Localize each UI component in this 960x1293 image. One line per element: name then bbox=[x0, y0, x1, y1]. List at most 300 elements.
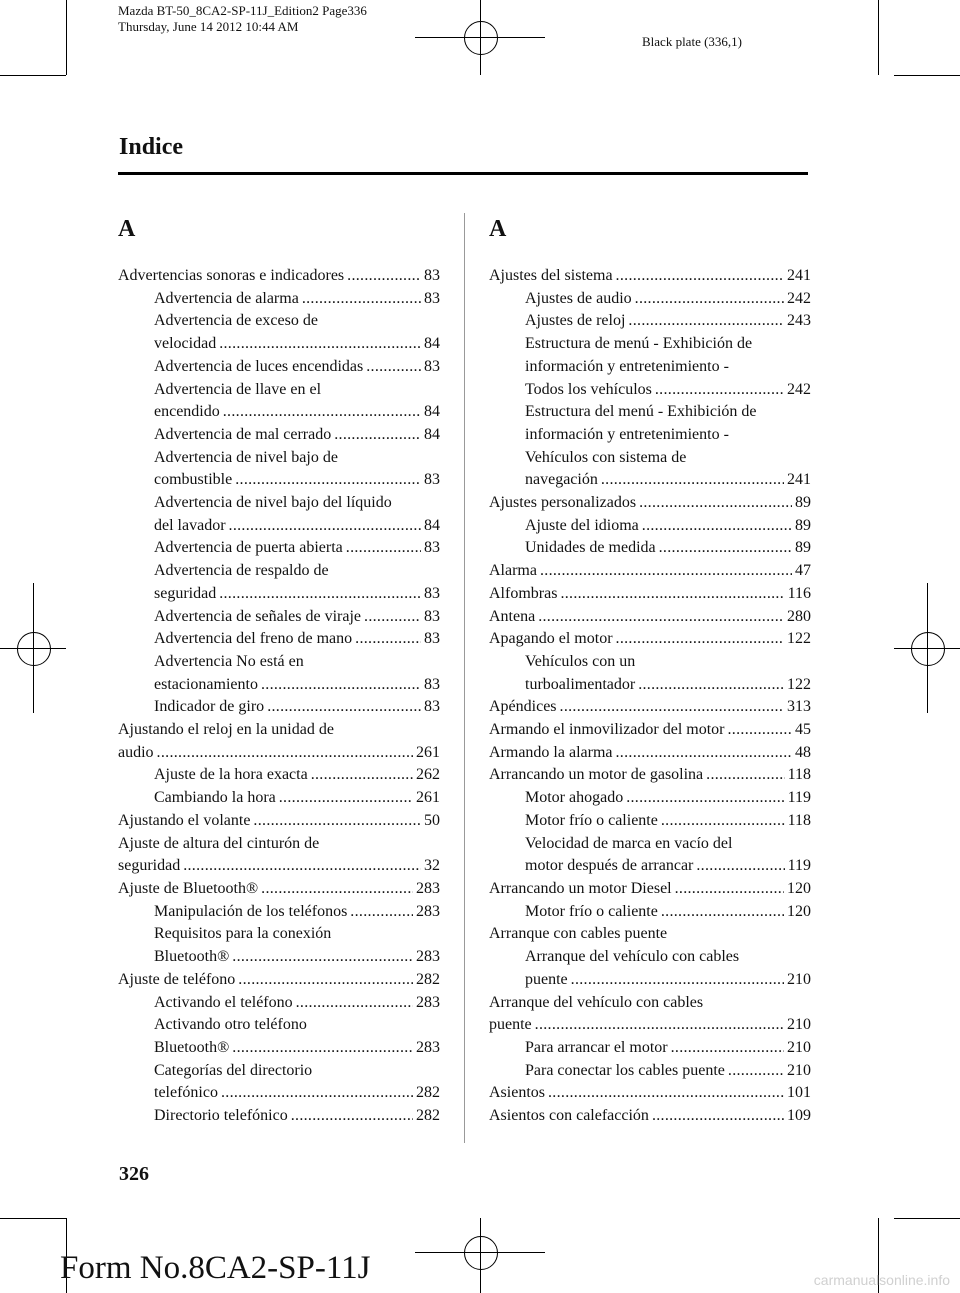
entry-page: 89 bbox=[795, 539, 811, 557]
entry-page: 243 bbox=[787, 312, 811, 330]
entry-text: Armando la alarma bbox=[489, 743, 613, 761]
entry-page: 45 bbox=[795, 721, 811, 739]
entry-text: Motor ahogado bbox=[525, 789, 624, 807]
entry-line bbox=[154, 901, 440, 924]
index-entry bbox=[489, 651, 811, 696]
dot-leader bbox=[655, 379, 784, 402]
entry-text: turboalimentador bbox=[525, 675, 636, 693]
index-entry bbox=[118, 356, 440, 379]
entry-line bbox=[118, 742, 440, 765]
entry-page: 282 bbox=[416, 1107, 440, 1125]
entry-text: seguridad bbox=[154, 584, 217, 602]
entry-text: Apéndices bbox=[489, 698, 557, 716]
index-entry bbox=[489, 537, 811, 560]
dot-leader bbox=[535, 1014, 784, 1037]
entry-line bbox=[154, 515, 440, 538]
index-entry bbox=[118, 787, 440, 810]
entry-text: Advertencia de alarma bbox=[154, 289, 299, 307]
index-entry bbox=[118, 696, 440, 719]
index-entry bbox=[489, 787, 811, 810]
entry-page: 122 bbox=[787, 630, 811, 648]
entry-line bbox=[154, 674, 440, 697]
entry-page: 120 bbox=[787, 902, 811, 920]
index-entry bbox=[489, 628, 811, 651]
entry-text: Advertencias sonoras e indicadores bbox=[118, 267, 345, 284]
dot-leader bbox=[560, 696, 784, 719]
entry-text: Armando el inmovilizador del motor bbox=[489, 721, 725, 739]
entry-line bbox=[154, 1037, 440, 1060]
entry-line bbox=[489, 696, 811, 719]
entry-text: combustible bbox=[154, 471, 233, 489]
entry-page: 83 bbox=[424, 289, 440, 307]
index-entry bbox=[118, 492, 440, 537]
entry-text: navegación bbox=[525, 471, 598, 489]
entry-line bbox=[525, 969, 811, 992]
entry-line bbox=[154, 696, 440, 719]
entry-page: 282 bbox=[416, 970, 440, 988]
entry-line bbox=[154, 628, 440, 651]
index-entry bbox=[118, 447, 440, 492]
dot-leader bbox=[253, 810, 421, 833]
index-entry bbox=[118, 628, 440, 651]
dot-leader bbox=[642, 515, 792, 538]
dot-leader bbox=[706, 764, 784, 787]
entry-line bbox=[154, 356, 440, 379]
entry-text: Advertencia de respaldo de bbox=[154, 562, 329, 580]
entry-page: 83 bbox=[424, 357, 440, 375]
entry-line bbox=[489, 742, 811, 765]
entry-page: 32 bbox=[424, 857, 440, 875]
dot-leader bbox=[652, 1105, 784, 1128]
dot-leader bbox=[229, 515, 421, 538]
entry-text: Advertencia de nivel bajo de bbox=[154, 448, 338, 466]
entry-page: 283 bbox=[416, 993, 440, 1011]
dot-leader bbox=[560, 583, 784, 606]
dot-leader bbox=[366, 356, 421, 379]
index-entry bbox=[118, 719, 440, 764]
entry-page: 84 bbox=[424, 335, 440, 353]
entry-line bbox=[118, 969, 440, 992]
entry-line bbox=[525, 515, 811, 538]
dot-leader bbox=[157, 742, 413, 765]
entry-line bbox=[154, 946, 440, 969]
index-letter: A bbox=[118, 216, 136, 242]
index-entry bbox=[118, 901, 440, 924]
dot-leader bbox=[696, 855, 784, 878]
entry-text: Ajustes de audio bbox=[525, 289, 632, 307]
index-entry bbox=[489, 810, 811, 833]
entry-text: Advertencia de exceso de bbox=[154, 312, 318, 330]
column-divider bbox=[464, 213, 465, 1143]
index-entry bbox=[489, 560, 811, 583]
index-entry bbox=[489, 288, 811, 311]
entry-page: 242 bbox=[787, 380, 811, 398]
entry-text: Alfombras bbox=[489, 584, 558, 602]
dot-leader bbox=[671, 1037, 784, 1060]
index-entry bbox=[489, 1037, 811, 1060]
entry-text: Ajustes personalizados bbox=[489, 494, 637, 512]
index-entry bbox=[489, 1105, 811, 1128]
index-entry bbox=[489, 310, 811, 333]
entry-line bbox=[154, 1105, 440, 1128]
entry-text: motor después de arrancar bbox=[525, 857, 694, 875]
entry-text: Ajuste de teléfono bbox=[118, 970, 236, 988]
index-entry bbox=[489, 1082, 811, 1105]
dot-leader bbox=[334, 424, 421, 447]
dot-leader bbox=[661, 810, 785, 833]
index-entry bbox=[118, 833, 440, 878]
entry-page: 116 bbox=[787, 584, 811, 602]
entry-line bbox=[489, 583, 811, 606]
entry-text: Arrancando un motor de gasolina bbox=[489, 766, 704, 784]
dot-leader bbox=[628, 310, 784, 333]
entry-line bbox=[154, 401, 440, 424]
entry-page: 210 bbox=[787, 970, 811, 988]
entry-line bbox=[525, 1060, 811, 1083]
entry-page: 83 bbox=[424, 471, 440, 489]
entry-text: Manipulación de los teléfonos bbox=[154, 902, 348, 920]
entry-text: Para conectar los cables puente bbox=[525, 1061, 725, 1079]
section-title: Indice bbox=[119, 134, 184, 160]
entry-page: 47 bbox=[795, 562, 811, 580]
entry-text: Requisitos para la conexión bbox=[154, 925, 332, 943]
entry-page: 313 bbox=[787, 698, 811, 716]
entry-line bbox=[525, 1037, 811, 1060]
entry-text: Asientos con calefacción bbox=[489, 1107, 649, 1125]
entry-text: Advertencia de señales de viraje bbox=[154, 607, 362, 625]
dot-leader bbox=[540, 560, 792, 583]
plate-label: Black plate (336,1) bbox=[642, 34, 742, 49]
entry-line bbox=[118, 810, 440, 833]
entry-line bbox=[154, 992, 440, 1015]
index-entry bbox=[489, 901, 811, 924]
entry-text: Arranque del vehículo con cables bbox=[489, 993, 704, 1011]
entry-text: telefónico bbox=[154, 1084, 218, 1102]
entry-line bbox=[525, 537, 811, 560]
entry-text: audio bbox=[118, 743, 154, 761]
entry-line bbox=[489, 878, 811, 901]
dot-leader bbox=[221, 1082, 413, 1105]
index-entry bbox=[489, 946, 811, 991]
entry-line bbox=[489, 1082, 811, 1105]
entry-page: 50 bbox=[424, 811, 440, 829]
entry-text: Motor frío o caliente bbox=[525, 902, 658, 920]
dot-leader bbox=[728, 719, 793, 742]
index-entry bbox=[489, 401, 811, 492]
dot-leader bbox=[616, 742, 793, 765]
entry-text: Advertencia de puerta abierta bbox=[154, 539, 343, 557]
entry-page: 283 bbox=[416, 1038, 440, 1056]
entry-line bbox=[154, 583, 440, 606]
entry-page: 89 bbox=[795, 516, 811, 534]
entry-text: Ajuste de la hora exacta bbox=[154, 766, 308, 784]
index-entry bbox=[118, 923, 440, 968]
entry-line bbox=[489, 764, 811, 787]
entry-page: 282 bbox=[416, 1084, 440, 1102]
index-entry bbox=[489, 923, 811, 946]
section-rule bbox=[118, 172, 808, 175]
entry-page: 101 bbox=[787, 1084, 811, 1102]
entry-page: 83 bbox=[424, 584, 440, 602]
entry-page: 118 bbox=[787, 811, 811, 829]
entry-page: 84 bbox=[424, 516, 440, 534]
dot-leader bbox=[235, 469, 421, 492]
entry-text: Advertencia de llave en el bbox=[154, 380, 322, 398]
index-entry bbox=[118, 651, 440, 696]
entry-text: Arranque del vehículo con cables bbox=[525, 948, 740, 966]
index-entry bbox=[118, 379, 440, 424]
entry-page: 261 bbox=[416, 743, 440, 761]
entry-text: Apagando el motor bbox=[489, 630, 613, 648]
index-entry bbox=[489, 583, 811, 606]
entry-line bbox=[489, 628, 811, 651]
dot-leader bbox=[616, 628, 784, 651]
dot-leader bbox=[302, 288, 421, 311]
dot-leader bbox=[638, 674, 784, 697]
entry-line bbox=[489, 606, 811, 629]
index-column-left bbox=[118, 215, 440, 1128]
entry-text: puente bbox=[489, 1016, 532, 1034]
dot-leader bbox=[675, 878, 784, 901]
entry-text: información y entretenimiento - bbox=[525, 357, 729, 375]
entry-line bbox=[154, 606, 440, 629]
entry-line bbox=[154, 537, 440, 560]
entry-text: Vehículos con un bbox=[525, 652, 636, 670]
entry-text: Estructura de menú - Exhibición de bbox=[525, 335, 753, 353]
entry-line bbox=[525, 855, 811, 878]
entry-page: 119 bbox=[787, 789, 811, 807]
dot-leader bbox=[296, 992, 413, 1015]
dot-leader bbox=[219, 333, 421, 356]
meta-line-2: Thursday, June 14 2012 10:44 AM bbox=[118, 19, 299, 34]
dot-leader bbox=[311, 764, 413, 787]
entry-page: 283 bbox=[416, 879, 440, 897]
dot-leader bbox=[238, 969, 413, 992]
entry-text: estacionamiento bbox=[154, 675, 258, 693]
entry-text: Activando otro teléfono bbox=[154, 1016, 307, 1034]
dot-leader bbox=[364, 606, 421, 629]
entry-text: Bluetooth® bbox=[154, 948, 230, 966]
entry-page: 119 bbox=[787, 857, 811, 875]
meta-line-1: Mazda BT-50_8CA2-SP-11J_Edition2 Page336 bbox=[118, 3, 367, 18]
entry-line bbox=[525, 288, 811, 311]
entry-line bbox=[154, 1082, 440, 1105]
form-number: Form No.8CA2-SP-11J bbox=[60, 1250, 371, 1286]
dot-leader bbox=[571, 969, 784, 992]
entry-text: Ajuste de Bluetooth® bbox=[118, 879, 259, 897]
entry-line bbox=[118, 878, 440, 901]
dot-leader bbox=[548, 1082, 784, 1105]
entry-line bbox=[154, 424, 440, 447]
dot-leader bbox=[267, 696, 421, 719]
entry-line bbox=[489, 265, 811, 288]
entry-line bbox=[489, 1014, 811, 1037]
entry-line bbox=[525, 787, 811, 810]
index-entry bbox=[489, 833, 811, 878]
entry-line bbox=[525, 469, 811, 492]
dot-leader bbox=[223, 401, 421, 424]
index-entry bbox=[489, 696, 811, 719]
dot-leader bbox=[626, 787, 784, 810]
dot-leader bbox=[616, 265, 784, 288]
dot-leader bbox=[232, 946, 413, 969]
entry-text: Todos los vehículos bbox=[525, 380, 652, 398]
index-entry bbox=[489, 606, 811, 629]
index-column-right bbox=[489, 215, 811, 1128]
index-entry bbox=[118, 764, 440, 787]
entry-text: Ajuste de altura del cinturón de bbox=[118, 834, 320, 852]
index-entry bbox=[118, 969, 440, 992]
entry-text: Advertencia del freno de mano bbox=[154, 630, 353, 648]
entry-text: Estructura del menú - Exhibición de bbox=[525, 403, 757, 421]
entry-text: puente bbox=[525, 970, 568, 988]
index-entry bbox=[489, 265, 811, 288]
entry-text: Velocidad de marca en vacío del bbox=[525, 834, 733, 852]
dot-leader bbox=[355, 628, 421, 651]
entry-text: Activando el teléfono bbox=[154, 993, 293, 1011]
entry-text: Arrancando un motor Diesel bbox=[489, 879, 672, 897]
entry-page: 210 bbox=[787, 1016, 811, 1034]
index-entry bbox=[489, 992, 811, 1037]
entry-page: 83 bbox=[424, 698, 440, 716]
entry-page: 83 bbox=[424, 607, 440, 625]
entry-text: Directorio telefónico bbox=[154, 1107, 288, 1125]
entry-text: Ajuste del idioma bbox=[525, 516, 639, 534]
entry-page: 262 bbox=[416, 766, 440, 784]
entry-page: 241 bbox=[787, 471, 811, 489]
entry-text: encendido bbox=[154, 403, 220, 421]
entry-page: 283 bbox=[416, 948, 440, 966]
entry-line bbox=[525, 901, 811, 924]
index-entry bbox=[489, 878, 811, 901]
dot-leader bbox=[661, 901, 784, 924]
entry-page: 261 bbox=[416, 789, 440, 807]
entry-page: 118 bbox=[787, 766, 811, 784]
entry-line bbox=[154, 333, 440, 356]
entry-text: Ajustando el volante bbox=[118, 811, 251, 829]
entry-page: 210 bbox=[787, 1061, 811, 1079]
entry-page: 109 bbox=[787, 1107, 811, 1125]
entry-text: Alarma bbox=[489, 562, 537, 580]
dot-leader bbox=[538, 606, 784, 629]
index-entry bbox=[118, 537, 440, 560]
page-number: 326 bbox=[119, 1163, 149, 1185]
dot-leader bbox=[261, 674, 421, 697]
entry-line bbox=[489, 492, 811, 515]
entry-text: Antena bbox=[489, 607, 536, 625]
entry-text: Advertencia de luces encendidas bbox=[154, 357, 364, 375]
entry-page: 83 bbox=[424, 675, 440, 693]
entry-text: seguridad bbox=[118, 857, 181, 875]
entry-line bbox=[489, 1105, 811, 1128]
index-entry bbox=[118, 878, 440, 901]
index-entry bbox=[489, 333, 811, 401]
entry-page: 241 bbox=[787, 267, 811, 284]
dot-leader bbox=[639, 492, 792, 515]
entry-line bbox=[525, 674, 811, 697]
entry-line bbox=[154, 787, 440, 810]
entry-text: Unidades de medida bbox=[525, 539, 656, 557]
entry-text: velocidad bbox=[154, 335, 217, 353]
entry-text: Ajustando el reloj en la unidad de bbox=[118, 721, 334, 739]
index-entry bbox=[118, 265, 440, 288]
dot-leader bbox=[219, 583, 421, 606]
entry-text: Asientos bbox=[489, 1084, 545, 1102]
index-entry bbox=[118, 606, 440, 629]
dot-leader bbox=[183, 855, 421, 878]
dot-leader bbox=[347, 265, 421, 288]
entry-text: Ajustes de reloj bbox=[525, 312, 626, 330]
entry-text: información y entretenimiento - bbox=[525, 425, 729, 443]
entry-line bbox=[118, 855, 440, 878]
entry-text: Para arrancar el motor bbox=[525, 1038, 668, 1056]
index-entry bbox=[489, 719, 811, 742]
print-meta bbox=[118, 3, 367, 35]
dot-leader bbox=[279, 787, 413, 810]
index-entry bbox=[118, 310, 440, 355]
dot-leader bbox=[635, 288, 784, 311]
entry-line bbox=[154, 288, 440, 311]
entry-line bbox=[525, 810, 811, 833]
index-entry bbox=[118, 810, 440, 833]
dot-leader bbox=[232, 1037, 413, 1060]
entry-page: 83 bbox=[424, 539, 440, 557]
dot-leader bbox=[346, 537, 421, 560]
entry-text: Advertencia de nivel bajo del líquido bbox=[154, 494, 392, 512]
index-letter: A bbox=[489, 216, 507, 242]
entry-text: Categorías del directorio bbox=[154, 1061, 313, 1079]
entry-line bbox=[154, 764, 440, 787]
entry-text: Motor frío o caliente bbox=[525, 811, 658, 829]
entry-line bbox=[525, 310, 811, 333]
dot-leader bbox=[261, 878, 413, 901]
index-entry bbox=[118, 1105, 440, 1128]
index-entry bbox=[118, 560, 440, 605]
index-entry bbox=[489, 1060, 811, 1083]
index-entry bbox=[489, 764, 811, 787]
entry-text: Advertencia No está en bbox=[154, 652, 304, 670]
entry-text: Bluetooth® bbox=[154, 1038, 230, 1056]
entry-text: Vehículos con sistema de bbox=[525, 448, 687, 466]
index-entry bbox=[118, 1014, 440, 1059]
index-entry bbox=[118, 992, 440, 1015]
entry-page: 242 bbox=[787, 289, 811, 307]
entry-line bbox=[525, 379, 811, 402]
entry-page: 84 bbox=[424, 403, 440, 421]
entry-page: 84 bbox=[424, 425, 440, 443]
index-entry bbox=[118, 424, 440, 447]
entry-line bbox=[489, 560, 811, 583]
entry-text: Indicador de giro bbox=[154, 698, 265, 716]
index-entries bbox=[118, 265, 440, 1128]
dot-leader bbox=[728, 1060, 784, 1083]
entry-page: 83 bbox=[424, 267, 440, 284]
index-entry bbox=[489, 492, 811, 515]
entry-page: 280 bbox=[787, 607, 811, 625]
entry-line bbox=[118, 265, 440, 288]
entry-page: 83 bbox=[424, 630, 440, 648]
index-entry bbox=[118, 1060, 440, 1105]
entry-page: 48 bbox=[795, 743, 811, 761]
dot-leader bbox=[350, 901, 413, 924]
entry-line bbox=[154, 469, 440, 492]
entry-page: 120 bbox=[787, 879, 811, 897]
entry-text: Ajustes del sistema bbox=[489, 267, 613, 284]
watermark: carmanualsonline.info bbox=[813, 1272, 950, 1288]
entry-text: Arranque con cables puente bbox=[489, 925, 668, 943]
dot-leader bbox=[659, 537, 792, 560]
entry-text: Advertencia de mal cerrado bbox=[154, 425, 332, 443]
